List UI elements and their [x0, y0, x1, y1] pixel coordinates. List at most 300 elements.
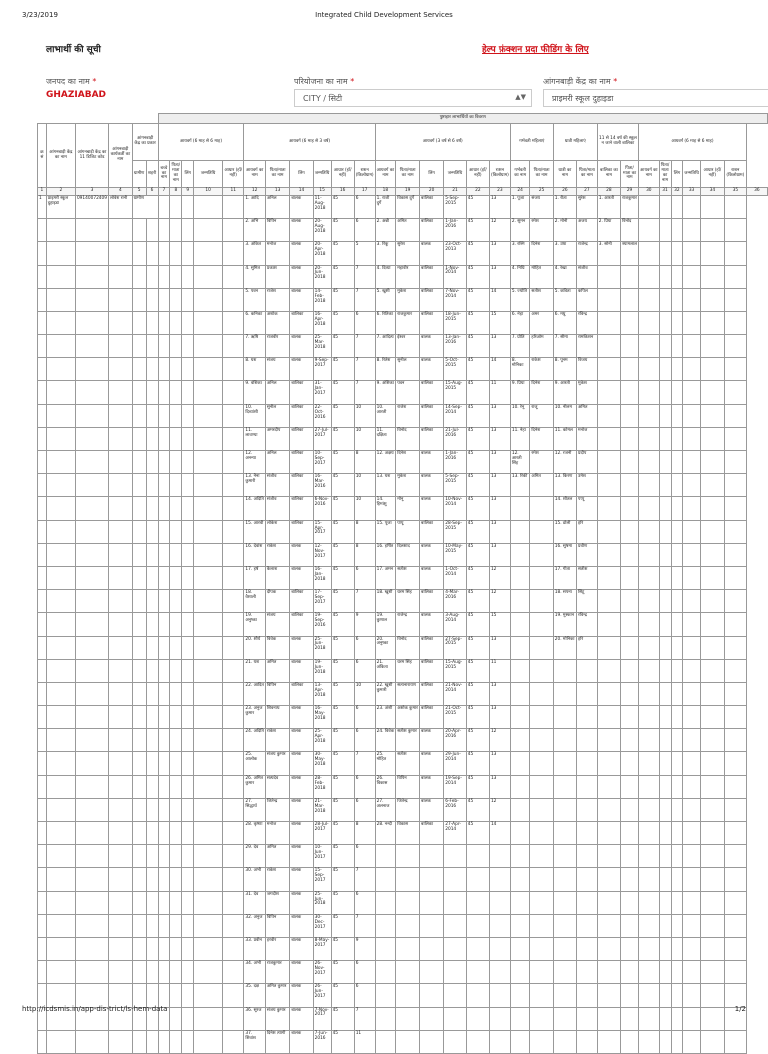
table-row: [38, 798, 768, 821]
cell-empty: [671, 1030, 683, 1053]
cell-child-3y-6y: 3-Aug-2014: [444, 613, 467, 636]
cell-adolescent: [597, 335, 620, 358]
cell-empty: [223, 937, 244, 960]
cell-child-3y-6y: बालक: [420, 613, 444, 636]
cell-empty: [109, 636, 133, 659]
cell-child-6m-3y: 45: [331, 798, 354, 821]
cell-child-6m-3y: 28. कृष्णा: [244, 822, 265, 845]
cell-empty: [182, 566, 194, 589]
cell-child-3y-6y: 45: [466, 590, 489, 613]
cell-empty: [700, 381, 724, 404]
cell-child-3y-6y: बालिका: [420, 427, 444, 450]
cell-child-6m-3y: बालक: [290, 566, 313, 589]
cell-empty: [109, 358, 133, 381]
cell-empty: [132, 590, 146, 613]
cell-child-3y-6y: 11: [489, 381, 510, 404]
cell-empty: [182, 891, 194, 914]
cell-empty: [659, 451, 671, 474]
cell-child-3y-6y: 45: [466, 613, 489, 636]
group-header: गर्भवती महिलाएं: [510, 124, 553, 161]
cell-lactating: उमेश: [577, 474, 598, 497]
cell-child-3y-6y: 19-Sep-2014: [444, 775, 467, 798]
cell-adolescent: [621, 891, 639, 914]
cell-empty: [639, 219, 660, 242]
table-row: [38, 265, 768, 288]
cell-empty: [38, 706, 47, 729]
cell-child-3y-6y: [420, 914, 444, 937]
column-number: 20: [420, 188, 444, 196]
cell-child-3y-6y: ईश्वर: [396, 335, 420, 358]
cell-empty: [182, 451, 194, 474]
cell-empty: [659, 706, 671, 729]
cell-lactating: संजीव: [577, 265, 598, 288]
cell-empty: [46, 335, 75, 358]
cell-pregnant: [530, 891, 553, 914]
cell-adolescent: 1. आरती: [597, 195, 620, 218]
cell-child-3y-6y: 45: [466, 358, 489, 381]
cell-empty: [194, 682, 223, 705]
cell-lactating: 6. मधु: [553, 311, 576, 334]
cell-lactating: 7. सीमा: [553, 335, 576, 358]
cell-child-3y-6y: 45: [466, 729, 489, 752]
cell-empty: [639, 381, 660, 404]
cell-child-6m-3y: बालक: [290, 729, 313, 752]
cell-adolescent: [621, 520, 639, 543]
cell-child-3y-6y: 10-Nov-2014: [444, 497, 467, 520]
column-number: 22: [466, 188, 489, 196]
cell-empty: [659, 1030, 671, 1053]
cell-empty: [46, 288, 75, 311]
cell-empty: [158, 729, 170, 752]
cell-empty: [38, 613, 47, 636]
cell-empty: [170, 1030, 182, 1053]
cell-pregnant: [510, 590, 530, 613]
cell-empty: [75, 265, 108, 288]
cell-child-6m-3y: 19. अनुष्का: [244, 613, 265, 636]
cell-empty: [223, 636, 244, 659]
cell-child-3y-6y: 13: [489, 242, 510, 265]
cell-empty: [109, 775, 133, 798]
cell-empty: [194, 566, 223, 589]
cell-child-6m-3y: 1. आदि: [244, 195, 265, 218]
cell-child-6m-3y: 17. हर्ष: [244, 566, 265, 589]
cell-pregnant: [530, 914, 553, 937]
cell-empty: [659, 288, 671, 311]
cell-empty: [659, 497, 671, 520]
cell-empty: [671, 868, 683, 891]
cell-child-6m-3y: 11. लावण्या: [244, 427, 265, 450]
cell-child-6m-3y: 24. अदिति: [244, 729, 265, 752]
cell-empty: [683, 335, 701, 358]
cell-child-3y-6y: [466, 961, 489, 984]
help-link[interactable]: हेल्प फ़ंक्शन प्रदा फीडिंग के लिए: [482, 45, 589, 55]
cell-empty: [639, 891, 660, 914]
cell-adolescent: [597, 752, 620, 775]
cell-empty: [194, 636, 223, 659]
cell-empty: [194, 451, 223, 474]
cell-empty: [683, 265, 701, 288]
column-number: 27: [577, 188, 598, 196]
cell-lactating: [553, 729, 576, 752]
cell-child-3y-6y: धरम सिंह: [396, 659, 420, 682]
cell-child-3y-6y: 12: [489, 729, 510, 752]
cell-child-6m-3y: 27. सिद्धार्थ: [244, 798, 265, 821]
cell-empty: [683, 242, 701, 265]
cell-child-6m-3y: 16-May-2018: [313, 706, 331, 729]
cell-empty: [182, 822, 194, 845]
cell-child-6m-3y: संजय कुमार: [265, 1007, 289, 1030]
cell-pregnant: [510, 497, 530, 520]
cell-empty: [223, 775, 244, 798]
cell-lactating: 19. मुस्कान: [553, 613, 576, 636]
cell-child-6m-3y: 7: [354, 358, 375, 381]
cell-empty: [158, 659, 170, 682]
cell-child-3y-6y: 12: [489, 798, 510, 821]
cell-adolescent: [621, 335, 639, 358]
cell-empty: [170, 729, 182, 752]
cell-child-3y-6y: 12: [489, 590, 510, 613]
cell-empty: [700, 613, 724, 636]
cell-empty: [683, 474, 701, 497]
cell-adolescent: [597, 288, 620, 311]
cell-child-6m-3y: 35. दक्ष: [244, 984, 265, 1007]
cell-child-6m-3y: 45: [331, 914, 354, 937]
cell-child-6m-3y: 45: [331, 937, 354, 960]
cell-empty: [671, 613, 683, 636]
cell-child-6m-3y: विपिन: [265, 219, 289, 242]
cell-empty: [700, 937, 724, 960]
cell-child-3y-6y: 11. दक्षिता: [375, 427, 396, 450]
cell-empty: [659, 798, 671, 821]
cell-child-3y-6y: बालक: [420, 729, 444, 752]
cell-pregnant: 5. ज्योति: [510, 288, 530, 311]
cell-empty: [194, 961, 223, 984]
cell-empty: [194, 868, 223, 891]
column-header: लिंग: [420, 161, 444, 188]
cell-child-3y-6y: 10-May-2015: [444, 543, 467, 566]
column-number: 35: [724, 188, 746, 196]
cell-empty: [46, 451, 75, 474]
column-number: 16: [331, 188, 354, 196]
cell-child-3y-6y: 18. खुशी: [375, 590, 396, 613]
cell-lactating: [577, 706, 598, 729]
cell-child-6m-3y: सत्यदेव: [265, 775, 289, 798]
cell-lactating: [577, 961, 598, 984]
cell-empty: [146, 868, 158, 891]
cell-pregnant: [530, 659, 553, 682]
cell-child-3y-6y: 13: [489, 427, 510, 450]
table-row: [38, 427, 768, 450]
column-header: आधार (हाँ/नहीं): [223, 161, 244, 188]
district-value: GHAZIABAD: [46, 90, 107, 100]
cell-empty: [223, 474, 244, 497]
project-selected: CITY / सिटी: [303, 94, 343, 103]
cell-empty: [132, 682, 146, 705]
cell-child-6m-3y: 45: [331, 451, 354, 474]
cell-empty: [109, 404, 133, 427]
cell-child-6m-3y: संजय कुमार: [265, 752, 289, 775]
cell-pregnant: [530, 845, 553, 868]
cell-empty: [671, 288, 683, 311]
cell-empty: [46, 868, 75, 891]
cell-child-6m-3y: बालक: [290, 265, 313, 288]
cell-empty: [700, 242, 724, 265]
cell-child-6m-3y: 30-May-2018: [313, 752, 331, 775]
cell-child-3y-6y: 45: [466, 682, 489, 705]
cell-child-6m-3y: 11: [354, 1030, 375, 1053]
cell-adolescent: [597, 891, 620, 914]
center-label: आंगनबाड़ी केंद्र का नाम *: [543, 77, 618, 86]
cell-child-6m-3y: बालिका: [290, 311, 313, 334]
cell-lactating: [553, 961, 576, 984]
cell-child-3y-6y: बालिका: [420, 682, 444, 705]
cell-empty: [724, 265, 746, 288]
cell-lactating: 14. शीतल: [553, 497, 576, 520]
cell-pregnant: 4. निधि: [510, 265, 530, 288]
cell-empty: [132, 636, 146, 659]
table-row: [38, 566, 768, 589]
cell-lactating: [553, 914, 576, 937]
cell-adolescent: [597, 358, 620, 381]
cell-adolescent: [597, 868, 620, 891]
cell-empty: [132, 937, 146, 960]
cell-child-3y-6y: बालक: [420, 242, 444, 265]
cell-empty: [170, 497, 182, 520]
cell-empty: [223, 404, 244, 427]
cell-empty: [132, 543, 146, 566]
cell-empty: [46, 613, 75, 636]
column-header: पिता/माता का नाम: [170, 161, 182, 188]
cell-lactating: रविन्द्र: [577, 311, 598, 334]
cell-child-6m-3y: बालक: [290, 798, 313, 821]
cell-child-6m-3y: 45: [331, 752, 354, 775]
cell-child-6m-3y: अमित: [265, 845, 289, 868]
cell-empty: [46, 590, 75, 613]
cell-empty: [194, 543, 223, 566]
cell-lactating: 3. उषा: [553, 242, 576, 265]
cell-empty: [223, 265, 244, 288]
cell-empty: [75, 868, 108, 891]
cell-child-6m-3y: 10: [354, 497, 375, 520]
cell-child-6m-3y: 6. कनिका: [244, 311, 265, 334]
cell-child-6m-3y: बालक: [290, 706, 313, 729]
cell-child-6m-3y: 28-Jul-2017: [313, 822, 331, 845]
cell-empty: [639, 1030, 660, 1053]
cell-child-3y-6y: [420, 961, 444, 984]
cell-empty: [132, 381, 146, 404]
column-number: 3: [75, 188, 108, 196]
cell-empty: [158, 195, 170, 218]
cell-adolescent: [621, 914, 639, 937]
cell-empty: [724, 752, 746, 775]
cell-child-6m-3y: 16. देवांश: [244, 543, 265, 566]
column-number: 25: [530, 188, 553, 196]
cell-lactating: 16. सुषमा: [553, 543, 576, 566]
cell-child-3y-6y: [420, 891, 444, 914]
cell-child-3y-6y: [396, 914, 420, 937]
cell-empty: [639, 659, 660, 682]
cell-pregnant: दिनेश: [530, 427, 553, 450]
cell-empty: [659, 474, 671, 497]
cell-child-3y-6y: 22. खुशी कुमारी: [375, 682, 396, 705]
cell-empty: [170, 706, 182, 729]
print-date: 3/23/2019: [22, 11, 58, 19]
cell-empty: [659, 752, 671, 775]
cell-child-3y-6y: बालक: [420, 451, 444, 474]
cell-empty: [158, 242, 170, 265]
cell-child-3y-6y: 5-Sep-2015: [444, 195, 467, 218]
cell-empty: [158, 636, 170, 659]
cell-empty: [38, 358, 47, 381]
cell-empty: [146, 474, 158, 497]
cell-empty: [75, 613, 108, 636]
cell-empty: [700, 543, 724, 566]
cell-child-6m-3y: बालक: [290, 543, 313, 566]
cell-child-3y-6y: 45: [466, 451, 489, 474]
cell-empty: [659, 566, 671, 589]
cell-empty: [683, 497, 701, 520]
cell-child-3y-6y: 13: [489, 706, 510, 729]
cell-lactating: पप्पू: [577, 497, 598, 520]
cell-empty: [182, 543, 194, 566]
cell-empty: [700, 474, 724, 497]
cell-adolescent: [621, 822, 639, 845]
cell-child-6m-3y: 20-Jun-2018: [313, 265, 331, 288]
cell-empty: [109, 914, 133, 937]
cell-empty: [182, 937, 194, 960]
cell-child-3y-6y: [466, 914, 489, 937]
cell-lactating: 4. रेखा: [553, 265, 576, 288]
cell-empty: [223, 914, 244, 937]
cell-lactating: 1. रीता: [553, 195, 576, 218]
cell-adolescent: [597, 381, 620, 404]
cell-child-3y-6y: 27-Sep-2015: [444, 636, 467, 659]
cell-empty: [223, 682, 244, 705]
cell-empty: [109, 752, 133, 775]
cell-child-6m-3y: अनिल: [265, 381, 289, 404]
print-header: [0, 0, 768, 22]
cell-child-3y-6y: बालक: [420, 775, 444, 798]
cell-empty: [109, 822, 133, 845]
cell-child-6m-3y: बालिका: [290, 381, 313, 404]
cell-pregnant: [510, 845, 530, 868]
cell-empty: [146, 752, 158, 775]
cell-child-3y-6y: [489, 1030, 510, 1053]
cell-empty: [683, 288, 701, 311]
cell-empty: [158, 682, 170, 705]
header-spacer: [38, 114, 159, 124]
cell-child-6m-3y: 45: [331, 868, 354, 891]
cell-adolescent: [597, 798, 620, 821]
cell-child-3y-6y: 24. विवेक: [375, 729, 396, 752]
cell-empty: [683, 590, 701, 613]
cell-pregnant: 13. रिंकी: [510, 474, 530, 497]
cell-empty: [671, 381, 683, 404]
cell-child-3y-6y: बालिका: [420, 288, 444, 311]
cell-empty: [700, 914, 724, 937]
cell-child-3y-6y: विकास दुर्गे: [396, 195, 420, 218]
cell-empty: [75, 1030, 108, 1053]
cell-child-6m-3y: बालक: [290, 636, 313, 659]
cell-child-3y-6y: 9. अंशिका: [375, 381, 396, 404]
cell-empty: [46, 706, 75, 729]
cell-empty: [700, 775, 724, 798]
cell-empty: [146, 659, 158, 682]
cell-empty: [132, 335, 146, 358]
cell-empty: [659, 358, 671, 381]
column-number: 14: [290, 188, 313, 196]
cell-empty: [46, 404, 75, 427]
cell-empty: [170, 219, 182, 242]
cell-child-6m-3y: बालिका: [290, 404, 313, 427]
project-select[interactable]: [294, 89, 532, 107]
cell-lactating: [553, 1030, 576, 1053]
cell-child-6m-3y: 28-Feb-2018: [313, 775, 331, 798]
cell-pregnant: रमेश: [530, 451, 553, 474]
table-row: [38, 335, 768, 358]
cell-child-3y-6y: [489, 891, 510, 914]
column-number: 5: [132, 188, 146, 196]
cell-empty: [46, 543, 75, 566]
table-row: [38, 219, 768, 242]
cell-pregnant: [530, 590, 553, 613]
cell-empty: [75, 636, 108, 659]
cell-empty: [724, 706, 746, 729]
cell-empty: [683, 311, 701, 334]
cell-empty: [46, 682, 75, 705]
cell-empty: [182, 381, 194, 404]
cell-empty: [671, 566, 683, 589]
center-select[interactable]: [543, 89, 768, 107]
cell-empty: [659, 404, 671, 427]
cell-child-6m-3y: बालिका: [290, 613, 313, 636]
cell-empty: [132, 729, 146, 752]
cell-child-3y-6y: 12: [489, 219, 510, 242]
cell-child-6m-3y: मनोज: [265, 822, 289, 845]
cell-empty: [671, 474, 683, 497]
cell-child-6m-3y: 36. सूरज: [244, 1007, 265, 1030]
cell-empty: [683, 195, 701, 218]
cell-adolescent: [597, 265, 620, 288]
cell-empty: [46, 891, 75, 914]
column-number: 17: [354, 188, 375, 196]
cell-child-3y-6y: 13: [489, 474, 510, 497]
group-header: आयवर्ग (6 माह से 6 माह): [639, 124, 747, 161]
table-row: [38, 195, 768, 218]
table-row: [38, 659, 768, 682]
cell-empty: [700, 195, 724, 218]
cell-child-3y-6y: 45: [466, 288, 489, 311]
group-header: 11 से 14 वर्ष की स्कूल न जाने वाली बालिका: [597, 124, 638, 161]
cell-child-6m-3y: बालक: [290, 775, 313, 798]
column-header: लिंग: [671, 161, 683, 188]
cell-child-3y-6y: [444, 914, 467, 937]
cell-child-3y-6y: 45: [466, 219, 489, 242]
cell-empty: [75, 451, 108, 474]
cell-child-6m-3y: 6: [354, 729, 375, 752]
cell-adolescent: [621, 729, 639, 752]
cell-empty: [724, 1030, 746, 1053]
table-row: [38, 775, 768, 798]
cell-lactating: हरि: [577, 636, 598, 659]
cell-adolescent: [597, 937, 620, 960]
cell-empty: [170, 543, 182, 566]
cell-lactating: [553, 822, 576, 845]
cell-empty: [639, 729, 660, 752]
cell-empty: [170, 381, 182, 404]
cell-empty: [182, 798, 194, 821]
cell-child-3y-6y: 14: [489, 822, 510, 845]
